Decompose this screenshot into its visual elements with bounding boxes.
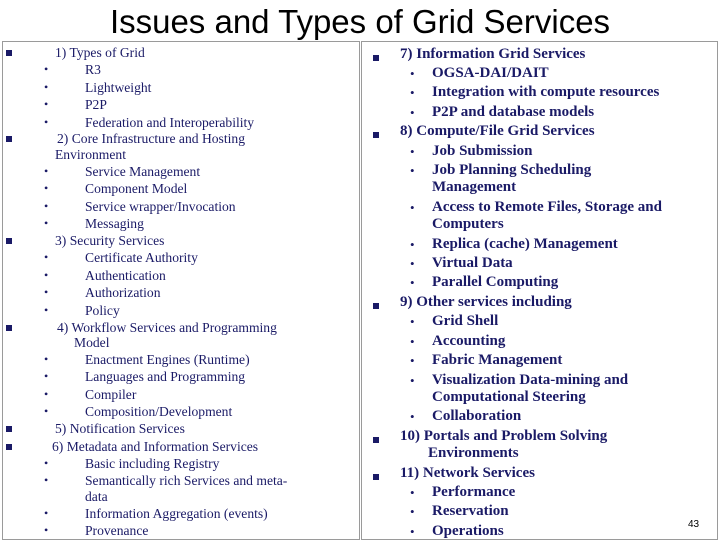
square-bullet-icon [373,303,379,309]
bullet-icon: • [410,353,415,368]
right-text-line: Operations [432,523,504,539]
bullet-icon: • [44,250,49,264]
left-text-line: 2) Core Infrastructure and Hosting [57,131,245,146]
bullet-icon: • [44,352,49,366]
page-number: 43 [688,519,700,530]
right-text-line: Integration with compute resources [432,84,660,100]
left-text-line: Certificate Authority [85,250,198,265]
left-text-line: Semantically rich Services and meta- [85,473,288,488]
left-text-line: 6) Metadata and Information Services [52,439,259,454]
left-text-line: Model [74,335,110,350]
right-text-line: Grid Shell [432,313,499,329]
left-text-line: data [85,489,108,504]
left-text-line: Compiler [85,387,137,402]
right-text-line: 7) Information Grid Services [400,46,586,62]
right-text-line: Performance [432,484,516,500]
bullet-icon: • [410,275,415,290]
square-bullet-icon [373,474,379,480]
right-text-line: 10) Portals and Problem Solving [400,428,608,444]
bullet-icon: • [410,66,415,81]
right-text-line: Job Planning Scheduling [432,162,592,178]
bullet-icon: • [410,200,415,215]
left-text-line: Languages and Programming [85,369,246,384]
bullet-icon: • [44,97,49,111]
right-text-line: 9) Other services including [400,294,572,310]
bullet-icon: • [44,181,49,195]
left-text-line: Messaging [85,216,144,231]
square-bullet-icon [6,444,12,450]
left-text-line: Service wrapper/Invocation [85,199,236,214]
bullet-icon: • [44,285,49,299]
right-text-line: Reservation [432,503,509,519]
bullet-icon: • [44,164,49,178]
left-text-line: 3) Security Services [55,233,165,248]
right-text-line: 11) Network Services [400,465,535,481]
bullet-icon: • [410,334,415,349]
bullet-icon: • [44,199,49,213]
right-text-line: Virtual Data [432,255,513,271]
bullet-icon: • [44,523,49,537]
bullet-icon: • [44,506,49,520]
square-bullet-icon [373,55,379,61]
bullet-icon: • [44,404,49,418]
left-text-line: Basic including Registry [85,456,220,471]
left-text-line: Policy [85,303,120,318]
bullet-icon: • [410,256,415,271]
left-text-line: Federation and Interoperability [85,115,255,130]
square-bullet-icon [6,325,12,331]
slide-title: Issues and Types of Grid Services [109,3,611,40]
bullet-icon: • [44,62,49,76]
bullet-icon: • [410,485,415,500]
left-text-line: Information Aggregation (events) [85,506,268,521]
left-text-line: 5) Notification Services [55,421,185,436]
square-bullet-icon [373,437,379,443]
bullet-icon: • [410,373,415,388]
bullet-icon: • [410,314,415,329]
left-text-line: Provenance [85,523,149,538]
bullet-icon: • [410,504,415,519]
right-text-line: Visualization Data-mining and [432,372,629,388]
left-text-line: Service Management [85,164,201,179]
right-text-line: Accounting [432,333,506,349]
bullet-icon: • [44,456,49,470]
bullet-icon: • [410,144,415,159]
left-text-line: Lightweight [85,80,152,95]
square-bullet-icon [6,50,12,56]
square-bullet-icon [6,136,12,142]
left-text-line: P2P [85,97,107,112]
bullet-icon: • [44,80,49,94]
left-text-line: Enactment Engines (Runtime) [85,352,250,367]
bullet-icon: • [44,369,49,383]
left-text-line: 1) Types of Grid [55,45,145,60]
left-text-line: Authorization [85,285,161,300]
left-text-line: Composition/Development [85,404,233,419]
left-text-line: 4) Workflow Services and Programming [57,320,277,335]
bullet-icon: • [44,115,49,129]
bullet-icon: • [44,216,49,230]
right-text-line: 8) Compute/File Grid Services [400,123,595,139]
bullet-icon: • [44,303,49,317]
bullet-icon: • [410,105,415,120]
right-text-line: OGSA-DAI/DAIT [432,65,549,81]
left-text-line: Environment [55,147,126,162]
right-text-line: Access to Remote Files, Storage and [432,199,662,215]
square-bullet-icon [6,426,12,432]
right-text-line: Computers [432,216,504,232]
right-text-line: Management [432,179,517,195]
right-text-line: Environments [428,445,519,461]
left-text-line: Authentication [85,268,166,283]
right-text-line: Computational Steering [432,389,586,405]
right-text-line: Fabric Management [432,352,563,368]
bullet-icon: • [410,237,415,252]
bullet-icon: • [410,85,415,100]
square-bullet-icon [373,132,379,138]
left-text-line: R3 [85,62,101,77]
left-text-line: Component Model [85,181,188,196]
bullet-icon: • [44,387,49,401]
right-text-line: Replica (cache) Management [432,236,618,252]
bullet-icon: • [44,473,49,487]
bullet-icon: • [410,163,415,178]
right-text-line: Collaboration [432,408,522,424]
bullet-icon: • [410,524,415,539]
right-text-line: Parallel Computing [432,274,559,290]
bullet-icon: • [410,409,415,424]
right-text-line: Job Submission [432,143,533,159]
square-bullet-icon [6,238,12,244]
right-text-line: P2P and database models [432,104,595,120]
bullet-icon: • [44,268,49,282]
